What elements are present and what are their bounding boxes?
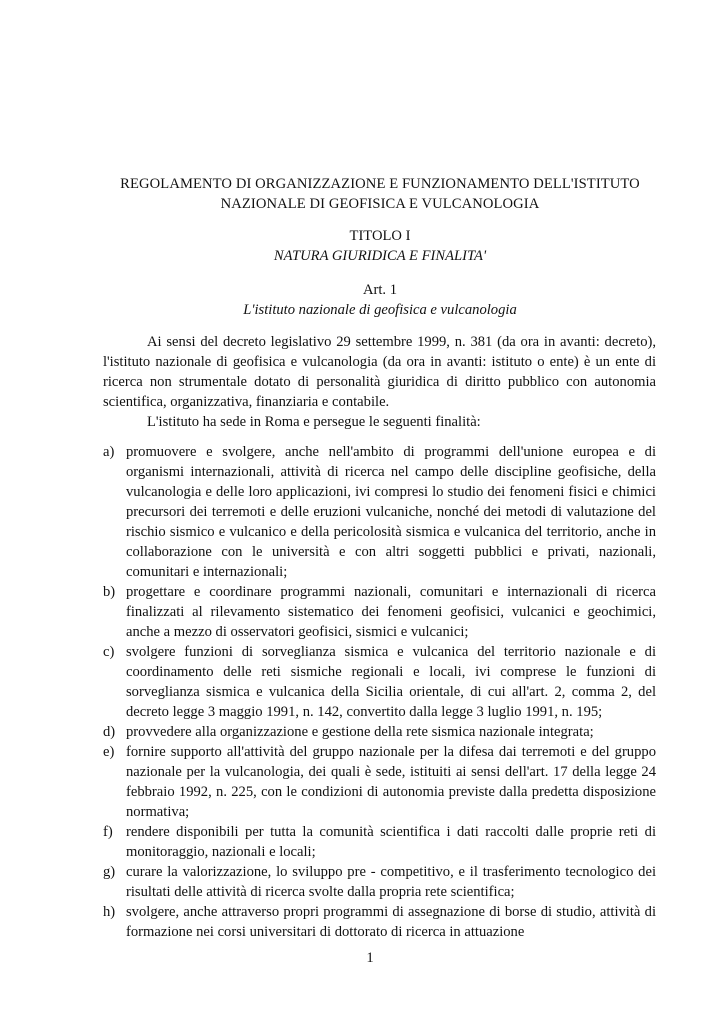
list-item-marker: g) [103, 864, 116, 880]
list-item-text: promuovere e svolgere, anche nell'ambito di programmi dell'unione europea e di organismi internazionali, attività di ricerca nel campo delle discipline geofisiche, della vulcanologia e delle loro applicazioni, ivi compresi lo studio dei fenomeni fisici e chimici precursori dei terremoti e delle eruzioni vulcaniche, nonché dei metodi di valutazione del rischio sismico e vulcanico e della pericolosità sismica e vulcanica del territorio, anche in collaborazione con le università e con altri soggetti pubblici e privati, nazionali, comunitari e internazionali; [126, 444, 656, 580]
article-body [103, 332, 656, 432]
paragraph-2: L'istituto ha sede in Roma e persegue le seguenti finalità: [147, 414, 481, 430]
list-item-marker: f) [103, 824, 113, 840]
list-item [103, 582, 656, 642]
titolo-heading: TITOLO I [349, 228, 411, 244]
article-heading: Art. 1 [362, 282, 398, 298]
list-item [103, 742, 656, 822]
list-item [103, 862, 656, 902]
list-item [103, 642, 656, 722]
list-item [103, 822, 656, 862]
document-title [70, 174, 690, 214]
list-item-text: curare la valorizzazione, lo sviluppo pre - competitivo, e il trasferimento tecnologico dei risultati delle attività di ricerca svolte dalla propria rete scientifica; [126, 864, 656, 900]
finalita-list [103, 442, 656, 942]
list-item-marker: d) [103, 724, 116, 740]
document-title-line-2: NAZIONALE DI GEOFISICA E VULCANOLOGIA [220, 196, 540, 212]
list-item-text: svolgere funzioni di sorveglianza sismica e vulcanica del territorio nazionale e di coordinamento delle reti sismiche regionali e locali, ivi comprese le funzioni di sorveglianza sismica e vulcanica della Sicilia orientale, di cui all'art. 2, comma 2, del decreto legge 3 maggio 1991, n. 142, convertito dalla legge 3 luglio 1991, n. 195; [126, 644, 656, 720]
list-item-marker: b) [103, 584, 116, 600]
article-subtitle: L'istituto nazionale di geofisica e vulcanologia [243, 302, 517, 318]
list-item-text: progettare e coordinare programmi nazionali, comunitari e internazionali di ricerca finalizzati al rilevamento sistematico dei fenomeni geofisici, vulcanici e geochimici, anche a mezzo di osservatori geofisici, sismici e vulcanici; [126, 584, 656, 640]
document-title-line-1: REGOLAMENTO DI ORGANIZZAZIONE E FUNZIONAMENTO DELL'ISTITUTO [120, 176, 640, 192]
list-item-text: svolgere, anche attraverso propri programmi di assegnazione di borse di studio, attività di formazione nei corsi universitari di dottorato di ricerca in attuazione [126, 904, 656, 940]
list-item [103, 442, 656, 582]
list-item-marker: c) [103, 644, 115, 660]
list-item-marker: a) [103, 444, 115, 460]
list-item-text: provvedere alla organizzazione e gestione della rete sismica nazionale integrata; [126, 724, 594, 740]
list-item [103, 902, 656, 942]
page-number: 1 [366, 950, 374, 966]
list-item-marker: h) [103, 904, 116, 920]
list-item-marker: e) [103, 744, 115, 760]
titolo-subtitle: NATURA GIURIDICA E FINALITA' [273, 248, 487, 264]
list-item-text: rendere disponibili per tutta la comunità scientifica i dati raccolti dalle proprie reti di monitoraggio, nazionali e locali; [126, 824, 656, 860]
list-item-text: fornire supporto all'attività del gruppo nazionale per la difesa dai terremoti e del gruppo nazionale per la vulcanologia, dei quali è sede, istituiti ai sensi dell'art. 17 della legge 24 febbraio 1992, n. 225, con le condizioni di autonomia previste dalla predetta disposizione normativa; [126, 744, 656, 820]
paragraph-1: Ai sensi del decreto legislativo 29 settembre 1999, n. 381 (da ora in avanti: decreto), l'istituto nazionale di geofisica e vulcanologia (da ora in avanti: istituto o ente) è un ente di ricerca non strumentale dotato di personalità giuridica di diritto pubblico con autonomia scientifica, organizzativa, finanziaria e contabile. [103, 334, 656, 410]
list-item [103, 722, 656, 742]
